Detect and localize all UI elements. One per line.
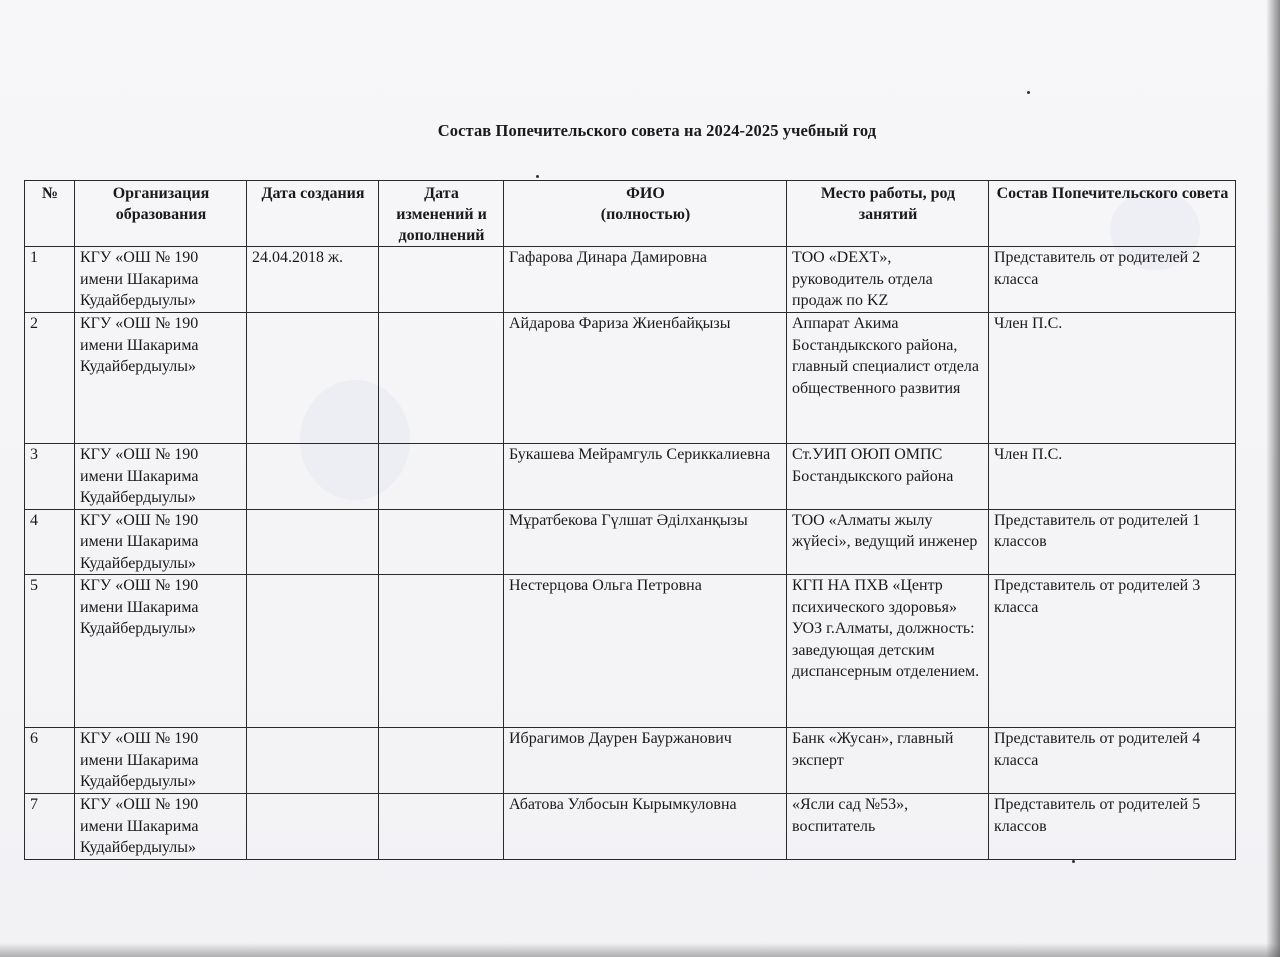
cell-board-role: Представитель от родителей 2 класса <box>989 247 1236 313</box>
header-changes-date: Дата изменений и дополнений <box>379 181 504 247</box>
cell-workplace: Ст.УИП ОЮП ОМПС Бостандыкского района <box>787 444 989 510</box>
cell-organization: КГУ «ОШ № 190 имени Шакарима Кудайбердыулы» <box>75 444 247 510</box>
header-full-name: ФИО (полностью) <box>504 181 787 247</box>
cell-changes-date <box>379 247 504 313</box>
cell-board-role: Представитель от родителей 5 классов <box>989 794 1236 860</box>
cell-full-name: Айдарова Фариза Жиенбайқызы <box>504 313 787 444</box>
cell-full-name: Гафарова Динара Дамировна <box>504 247 787 313</box>
cell-organization: КГУ «ОШ № 190 имени Шакарима Кудайбердыулы» <box>75 794 247 860</box>
cell-number: 3 <box>25 444 75 510</box>
table-header-row <box>25 181 1236 247</box>
cell-created-date <box>247 509 379 575</box>
cell-organization: КГУ «ОШ № 190 имени Шакарима Кудайбердыулы» <box>75 313 247 444</box>
cell-workplace: ТОО «DEXT», руководитель отдела продаж по KZ <box>787 247 989 313</box>
cell-full-name: Ибрагимов Даурен Бауржанович <box>504 728 787 794</box>
scan-edge-shadow-right <box>1266 0 1280 957</box>
table-row <box>25 247 1236 313</box>
cell-created-date <box>247 313 379 444</box>
table-row <box>25 794 1236 860</box>
cell-organization: КГУ «ОШ № 190 имени Шакарима Кудайбердыулы» <box>75 575 247 728</box>
scan-edge-shadow-bottom <box>0 943 1280 957</box>
cell-created-date <box>247 794 379 860</box>
cell-number: 5 <box>25 575 75 728</box>
cell-workplace: Банк «Жусан», главный эксперт <box>787 728 989 794</box>
cell-board-role: Представитель от родителей 3 класса <box>989 575 1236 728</box>
cell-created-date <box>247 728 379 794</box>
cell-changes-date <box>379 794 504 860</box>
cell-full-name: Нестерцова Ольга Петровна <box>504 575 787 728</box>
cell-number: 7 <box>25 794 75 860</box>
table-row <box>25 728 1236 794</box>
header-board-role: Состав Попечительского совета <box>989 181 1236 247</box>
cell-created-date <box>247 444 379 510</box>
table-row <box>25 575 1236 728</box>
cell-organization: КГУ «ОШ № 190 имени Шакарима Кудайбердыулы» <box>75 728 247 794</box>
cell-workplace: ТОО «Алматы жылу жүйесі», ведущий инженер <box>787 509 989 575</box>
cell-board-role: Представитель от родителей 1 классов <box>989 509 1236 575</box>
cell-board-role: Представитель от родителей 4 класса <box>989 728 1236 794</box>
cell-workplace: КГП НА ПХВ «Центр психического здоровья» УОЗ г.Алматы, должность: заведующая детским диспансерным отделением. <box>787 575 989 728</box>
cell-number: 1 <box>25 247 75 313</box>
cell-created-date <box>247 575 379 728</box>
cell-number: 2 <box>25 313 75 444</box>
cell-full-name: Абатова Улбосын Кырымкуловна <box>504 794 787 860</box>
header-created-date: Дата создания <box>247 181 379 247</box>
cell-changes-date <box>379 509 504 575</box>
cell-board-role: Член П.С. <box>989 444 1236 510</box>
board-members-table <box>24 180 1236 860</box>
table-row <box>25 509 1236 575</box>
cell-changes-date <box>379 313 504 444</box>
header-number: № <box>25 181 75 247</box>
header-organization: Организация образования <box>75 181 247 247</box>
cell-changes-date <box>379 444 504 510</box>
cell-changes-date <box>379 728 504 794</box>
scan-speck <box>1072 860 1075 863</box>
header-workplace: Место работы, род занятий <box>787 181 989 247</box>
table-row <box>25 444 1236 510</box>
cell-number: 6 <box>25 728 75 794</box>
cell-changes-date <box>379 575 504 728</box>
scan-speck <box>1027 91 1030 94</box>
table-row <box>25 313 1236 444</box>
cell-created-date: 24.04.2018 ж. <box>247 247 379 313</box>
cell-organization: КГУ «ОШ № 190 имени Шакарима Кудайбердыулы» <box>75 247 247 313</box>
cell-board-role: Член П.С. <box>989 313 1236 444</box>
cell-full-name: Мұратбекова Гүлшат Әділханқызы <box>504 509 787 575</box>
scan-speck <box>536 175 539 178</box>
cell-organization: КГУ «ОШ № 190 имени Шакарима Кудайбердыулы» <box>75 509 247 575</box>
page-title: Состав Попечительского совета на 2024-2025 учебный год <box>437 121 877 140</box>
cell-workplace: «Ясли сад №53», воспитатель <box>787 794 989 860</box>
cell-full-name: Букашева Мейрамгуль Сериккалиевна <box>504 444 787 510</box>
cell-workplace: Аппарат Акима Бостандыкского района, главный специалист отдела общественного развития <box>787 313 989 444</box>
cell-number: 4 <box>25 509 75 575</box>
